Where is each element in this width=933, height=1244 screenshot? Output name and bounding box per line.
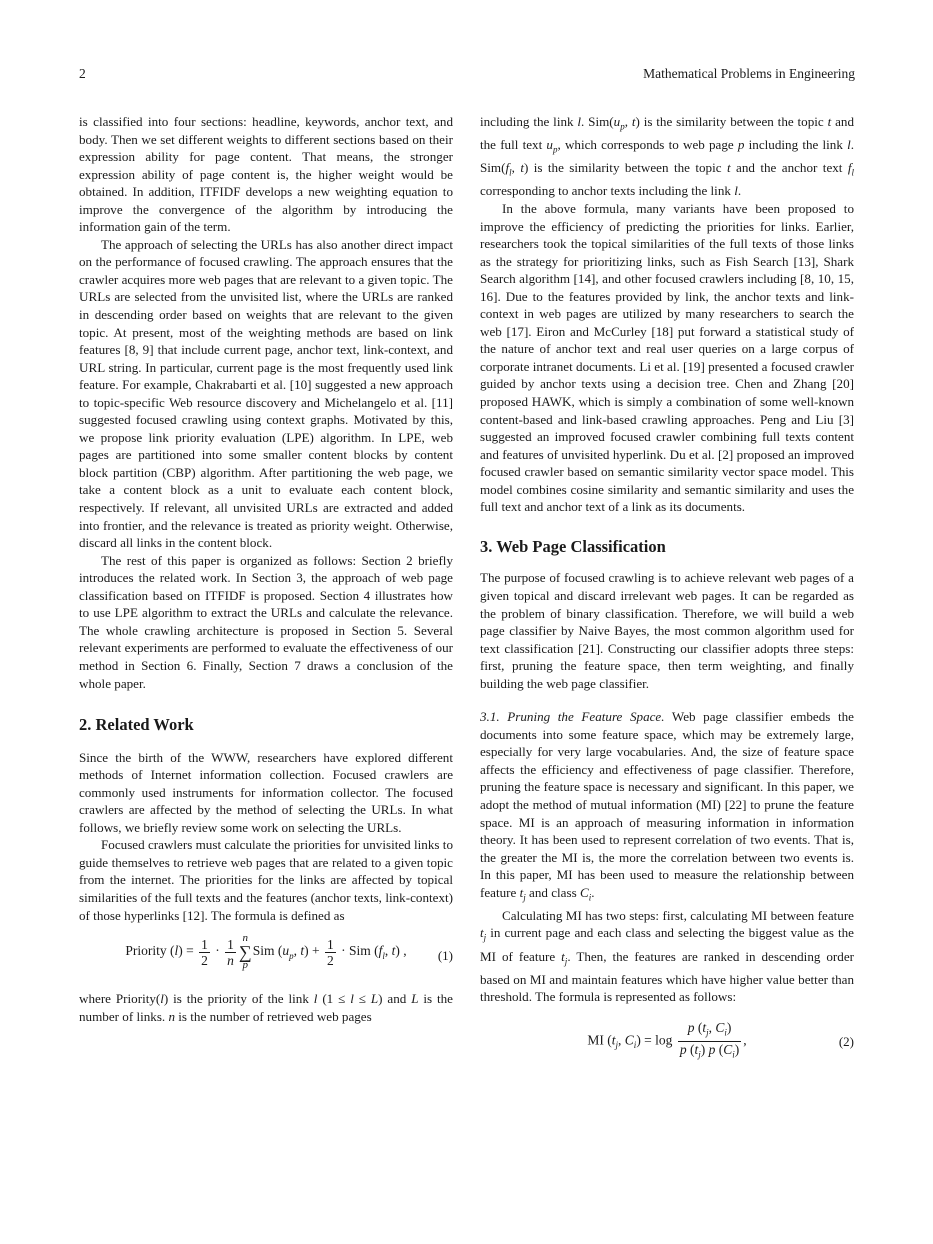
journal-title: Mathematical Problems in Engineering <box>643 66 855 81</box>
paragraph: including the link l. $Sim(u_p$, t) is the similarity between the topic t and the full text $u_p$, which corresponds to web page p including the link l. $Sim(f_l$, t) is the similarity between the topic t and the anchor text $f_l$ corresponding to anchor texts including the link l. <box>480 114 855 199</box>
right-column <box>480 113 854 1076</box>
section-heading-web-page-classification: 3. Web Page Classification <box>480 536 666 556</box>
equation-2: MI ($t_j$, $C_i) = \log$ $\frac{p (t_j, C_i)}{p (t_j) p (C_i)}$ , (2) <box>587 1019 854 1060</box>
paragraph: 3.1. Pruning the Feature Space. Web page classifier embeds the documents into some feature space, which may be extremely large, especially for very large vocabularies. And, the size of feature space affects the efficiency and effectiveness of page classifier. Therefore, pruning the feature space is necessary and significant. In this paper, we adopt the method of mutual information (MI) [22] to prune the feature space. MI is an approach of measuring information in information theory. It has been used to represent correlation of two events. That is, the greater the MI is, the more the correlation between two events is. In this paper, MI has been used to measure the relationship between feature $t_j$ and class $C_i$. <box>480 709 854 903</box>
paragraph: Focused crawlers must calculate the priorities for unvisited links to guide themselves to retrieve web pages that are related to a given topic from the internet. The priorities for the links are affected by topical similarities of the full texts and the features (anchor texts, link-context) of those hyperlinks [12]. The formula is defined as <box>79 837 453 923</box>
paragraph: The purpose of focused crawling is to achieve relevant web pages of a given topical and discard irrelevant web pages. It can be regarded as the problem of binary classification. Therefore, we will build a web page classifier by Naive Bayes, the most common algorithm used for text classification [21]. Constructing our classifier adopts three steps: first, pruning the feature space, then term weighting, and finally building the web page classifier. <box>480 570 854 691</box>
left-column <box>79 113 453 1025</box>
paragraph: is classified into four sections: headline, keywords, anchor text, and body. Then we set different weights to different sections based on their expression ability for page content. That means, the stronger expression ability of page content is, the higher weight would be obtained. In addition, ITFIDF develops a new weighting equation to improve the convergence of the algorithm by introducing the information gain of the term. <box>79 114 453 235</box>
paragraph: The approach of selecting the URLs has also another direct impact on the performance of focused crawling. The approach ensures that the crawler acquires more web pages that are relevant to a given topic. The URLs are selected from the unvisited list, where the URLs are ranked in descending order based on weights that are relevant to the given topic. At present, most of the weighting methods are based on link features [8, 9] that include current page, anchor text, link-context, and URL string. In particular, current page is the most frequently used link feature. For example, Chakrabarti et al. [10] suggested a new approach to topic-specific Web resource discovery and Michelangelo et al. [11] suggested focused crawling using context graphs. Motivated by this, we propose link priority evaluation (LPE) algorithm. In LPE, web pages are partitioned into some smaller content blocks by content block partition (CBP) algorithm. After partitioning the web page, we take a content block as a unit to evaluate each content block, respectively. If relevant, all unvisited URLs are extracted and added into frontier, and the relevance is treated as priority weight. Otherwise, discard all links in the content block. <box>79 236 453 551</box>
paragraph: The rest of this paper is organized as follows: Section 2 briefly introduces the related work. In Section 3, the approach of web page classification based on ITFIDF is proposed. Section 4 illustrates how to use LPE algorithm to extract the URLs and calculate the relevance. The whole crawling architecture is proposed in Section 5. Several relevant experiments are performed to evaluate the effectiveness of our method in Section 6. Finally, Section 7 draws a conclusion of the whole paper. <box>79 552 453 691</box>
subsection-title: 3.1. Pruning the Feature Space. <box>480 709 665 725</box>
equation-number: (2) <box>838 1033 854 1049</box>
equation-number: (1) <box>437 948 453 964</box>
paragraph: Calculating MI has two steps: first, calculating MI between feature $t_j$ in current page and each class and selecting the biggest value as the MI of feature $t_j$. Then, the features are ranked in descending order based on MI and maintain features which have higher value better than threshold. The formula is represented as follows: <box>480 907 855 1005</box>
paragraph: where Priority(l) is the priority of the link l (1 ≤ l ≤ L) and L is the number of links. n is the number of retrieved web pages <box>79 991 453 1024</box>
section-heading-related-work: 2. Related Work <box>79 715 194 735</box>
equation-1: Priority (l) = $\frac{1}{2}$ · $\frac{1}{n}$ n ∑ pSim ($u_p$, t) + $\frac{1}{2}$ · Sim ($f_l$, t) , (1) <box>125 932 453 972</box>
page-number: 2 <box>79 66 86 81</box>
paragraph: Since the birth of the WWW, researchers have explored different methods of Internet information collection. Focused crawlers are commonly used instruments for information collector. The focused crawlers are affected by the method of selecting the URLs. In what follows, we briefly review some work on selecting the URLs. <box>79 749 453 835</box>
paragraph: In the above formula, many variants have been proposed to improve the efficiency of predicting the priorities for links. Earlier, researchers took the topical similarities of the full texts of those links as the strategy for prioritizing links, such as Fish Search [13], Shark Search algorithm [14], and other focused crawlers including [8, 10, 15, 16]. Due to the features provided by link, the anchor texts and link-context in web pages are utilized by many researchers to search the web [17]. Eiron and McCurley [18] put forward a statistical study of the nature of anchor text and real user queries on a large corpus of corporate intranet documents. Li et al. [19] presented a focused crawler guided by anchor texts using a decision tree. Chen and Zhang [20] proposed HAWK, which is simply a combination of some well-known content-based and link-based crawling approaches. Peng and Liu [3] suggested an improved focused crawler combining full texts content and features of unvisited hyperlink. Du et al. [2] proposed an improved focused crawler based on semantic similarity vector space model. This model combines cosine similarity and semantic similarity and uses the full text and anchor text of a link as its documents. <box>480 201 854 515</box>
